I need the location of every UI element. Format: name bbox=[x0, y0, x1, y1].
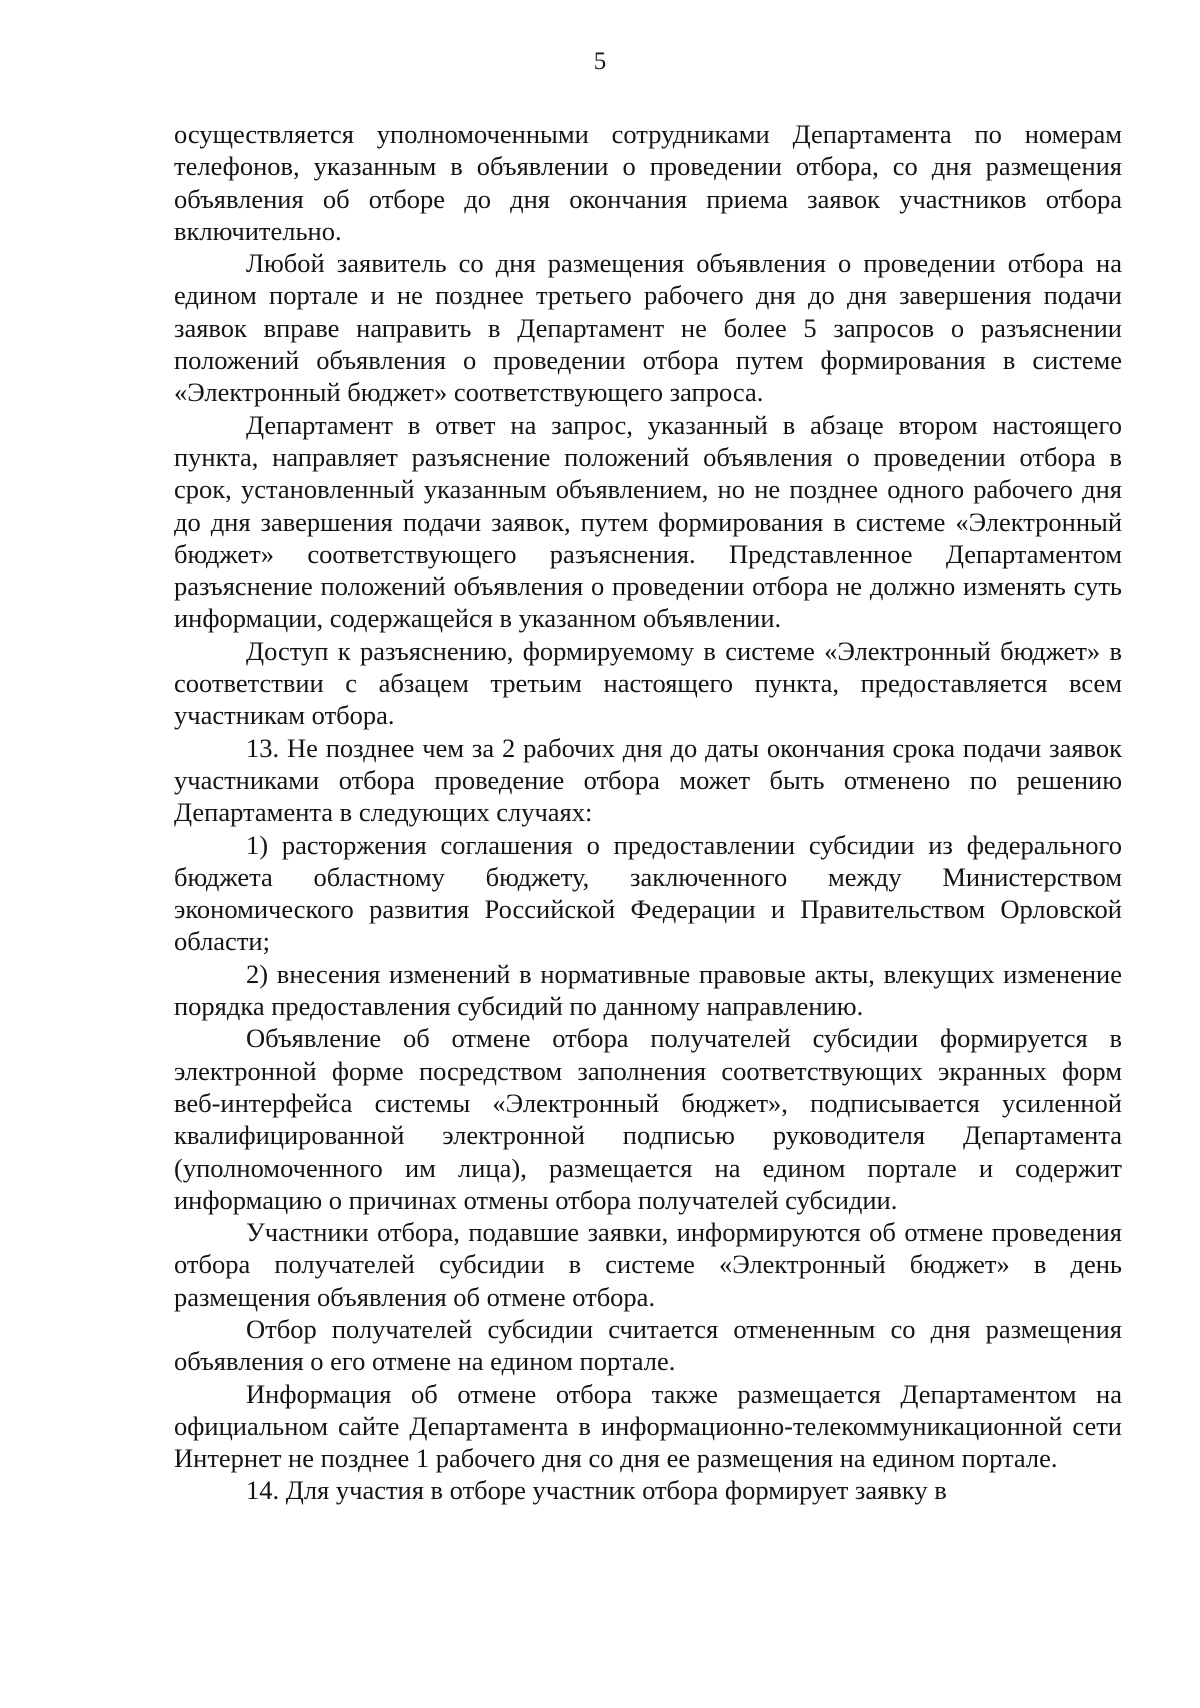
paragraph-12: 14. Для участия в отборе участник отбора формирует заявку в bbox=[246, 1475, 947, 1506]
paragraph-5: 13. Не позднее чем за 2 рабочих дня до даты окончания срока подачи заявок участниками отбора проведение отбора может быть отменено по решению Департамента в следующих случаях: bbox=[174, 732, 1122, 828]
paragraph-7: 2) внесения изменений в нормативные правовые акты, влекущих изменение порядка предоставления субсидий по данному направлению. bbox=[174, 958, 1122, 1022]
paragraph-3: Департамент в ответ на запрос, указанный в абзаце втором настоящего пункта, направляет разъяснение положений объявления о проведении отбора в срок, установленный указанным объявлением, но не позднее одного рабочего дня до дня завершения подачи заявок, путем формирования в системе «Электронный бюджет» соответствующего разъяснения. Представленное Департаментом разъяснение положений объявления о проведении отбора не должно изменять суть информации, содержащейся в указанном объявлении. bbox=[174, 409, 1122, 634]
paragraph-11: Информация об отмене отбора также размещается Департаментом на официальном сайте Департамента в информационно-телекоммуникационной сети Интернет не позднее 1 рабочего дня со дня ее размещения на едином портале. bbox=[174, 1378, 1122, 1474]
document-body bbox=[174, 118, 1122, 1507]
paragraph-4: Доступ к разъяснению, формируемому в системе «Электронный бюджет» в соответствии с абзацем третьим настоящего пункта, предоставляется всем участникам отбора. bbox=[174, 635, 1122, 731]
paragraph-2: Любой заявитель со дня размещения объявления о проведении отбора на едином портале и не позднее третьего рабочего дня до дня завершения подачи заявок вправе направить в Департамент не более 5 запросов о разъяснении положений объявления о проведении отбора путем формирования в системе «Электронный бюджет» соответствующего запроса. bbox=[174, 248, 1122, 408]
paragraph-8: Объявление об отмене отбора получателей субсидии формируется в электронной форме посредством заполнения соответствующих экранных форм веб-интерфейса системы «Электронный бюджет», подписывается усиленной квалифицированной электронной подписью руководителя Департамента (уполномоченного им лица), размещается на едином портале и содержит информацию о причинах отмены отбора получателей субсидии. bbox=[174, 1023, 1122, 1215]
paragraph-10: Отбор получателей субсидии считается отмененным со дня размещения объявления о его отмене на едином портале. bbox=[174, 1313, 1122, 1377]
paragraph-9: Участники отбора, подавшие заявки, информируются об отмене проведения отбора получателей субсидии в системе «Электронный бюджет» в день размещения объявления об отмене отбора. bbox=[174, 1217, 1122, 1312]
paragraph-1: осуществляется уполномоченными сотрудниками Департамента по номерам телефонов, указанным в объявлении о проведении отбора, со дня размещения объявления об отборе до дня окончания приема заявок участников отбора включительно. bbox=[174, 119, 1122, 246]
page-number: 5 bbox=[593, 48, 607, 75]
paragraph-6: 1) расторжения соглашения о предоставлении субсидии из федерального бюджета областному бюджету, заключенного между Министерством экономического развития Российской Федерации и Правительством Орловской области; bbox=[174, 829, 1122, 957]
